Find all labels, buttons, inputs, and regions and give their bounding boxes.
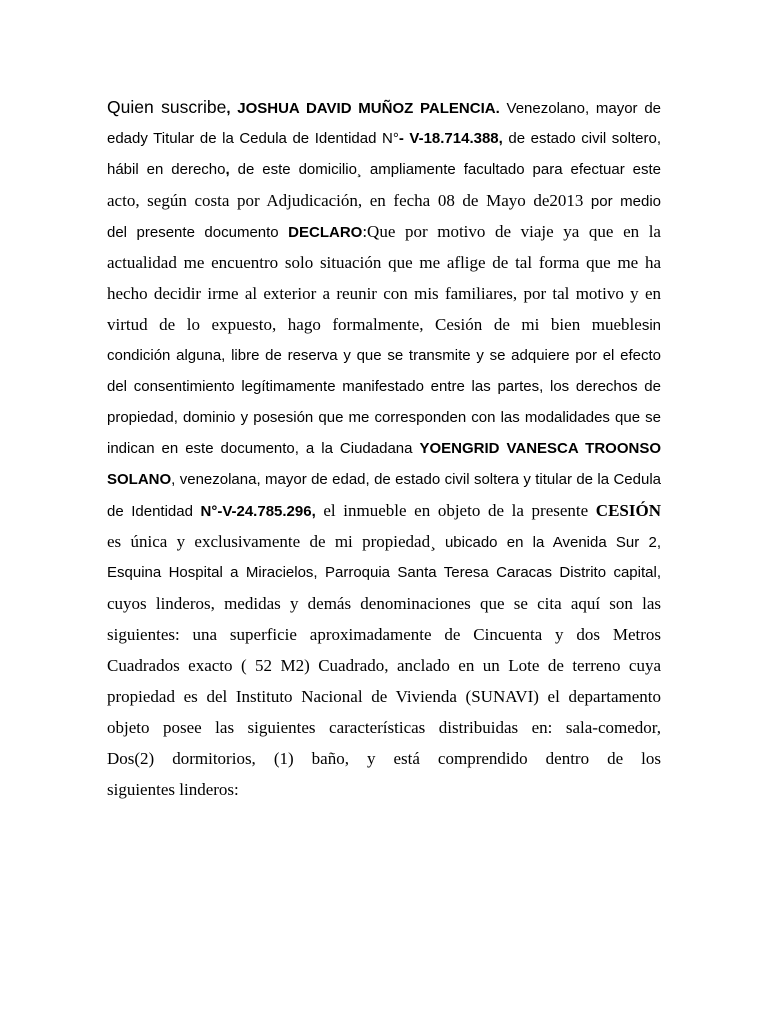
text-line [107, 371, 661, 402]
text-line [107, 588, 661, 619]
text-segment: del consentimiento legítimamente manifestado entre las partes, los derechos de [107, 378, 661, 395]
text-segment: de Identidad [107, 503, 201, 520]
text-segment: , JOSHUA DAVID MUÑOZ PALENCIA. [226, 100, 500, 117]
text-line [107, 681, 661, 712]
text-segment: Esquina Hospital a Miracielos, Parroquia Santa Teresa Caracas Distrito capital, [107, 564, 661, 581]
text-segment: virtud de lo expuesto, hago formalmente, Cesión de mi bien mueble [107, 315, 642, 334]
text-segment: hecho decidir irme al exterior a reunir con mis familiares, por tal motivo y en [107, 284, 661, 303]
text-line [107, 433, 661, 464]
text-segment: siguientes: una superficie aproximadamente de Cincuenta y dos Metros [107, 625, 661, 644]
text-segment: del presente documento [107, 224, 289, 241]
text-segment: actualidad me encuentro solo situación que me aflige de tal forma que me ha [107, 253, 661, 272]
text-line [107, 92, 661, 123]
text-segment: propiedad es del Instituto Nacional de Vivienda (SUNAVI) el departamento [107, 687, 661, 706]
text-segment: YOENGRID VANESCA TROONSO [419, 440, 661, 457]
text-line [107, 309, 661, 340]
text-line [107, 650, 661, 681]
text-segment: sin [641, 317, 661, 334]
text-segment: de este domicilio¸ ampliamente facultado para efectuar este [229, 161, 661, 178]
text-segment: condición alguna, libre de reserva y que se transmite y se adquiere por el efecto [107, 347, 661, 364]
text-segment: , [225, 161, 230, 178]
text-segment: N°-V-24.785.296, [200, 503, 316, 520]
text-segment: acto, según costa por Adjudicación, en fecha 08 de Mayo de2013 [107, 191, 584, 210]
text-segment: Quien suscribe [107, 97, 227, 117]
declaration-text [107, 92, 661, 805]
text-segment: indican en este documento, a la Ciudadana [107, 440, 420, 457]
text-line [107, 464, 661, 495]
text-line [107, 247, 661, 278]
text-segment: :Que por motivo de viaje ya que en la [362, 222, 661, 241]
text-segment: de estado civil soltero, [502, 130, 661, 147]
text-line [107, 123, 661, 154]
text-line [107, 154, 661, 185]
text-segment: por medio [583, 193, 661, 210]
text-line [107, 185, 661, 216]
text-segment: CESIÓN [595, 501, 661, 520]
text-line [107, 557, 661, 588]
text-line [107, 526, 661, 557]
text-segment: , venezolana, mayor de edad, de estado civil soltera y titular de la Cedula [171, 471, 661, 488]
text-segment: Venezolano, mayor de [499, 100, 661, 117]
text-segment: cuyos linderos, medidas y demás denominaciones que se cita aquí son las [107, 594, 661, 613]
text-segment: edady Titular de la Cedula de Identidad N° [107, 130, 399, 147]
text-segment: SOLANO [107, 471, 172, 488]
text-segment: propiedad, dominio y posesión que me corresponden con las modalidades que se [107, 409, 661, 426]
text-segment: DECLARO [288, 224, 363, 241]
text-segment: Dos(2) dormitorios, (1) baño, y está comprendido dentro de los [107, 749, 661, 768]
text-segment: hábil en derecho [107, 161, 226, 178]
text-line [107, 495, 661, 526]
text-segment: es única y exclusivamente de mi propiedad¸ [107, 532, 436, 551]
text-segment: ubicado en la Avenida Sur 2, [435, 534, 661, 551]
text-line [107, 340, 661, 371]
text-line [107, 216, 661, 247]
text-line [107, 743, 661, 774]
text-segment: Cuadrados exacto ( 52 M2) Cuadrado, anclado en un Lote de terreno cuya [107, 656, 661, 675]
text-segment: siguientes linderos: [107, 780, 239, 799]
text-line [107, 774, 661, 805]
text-line [107, 619, 661, 650]
text-segment: objeto posee las siguientes características distribuidas en: sala-comedor, [107, 718, 661, 737]
text-line [107, 402, 661, 433]
text-line [107, 278, 661, 309]
text-line [107, 712, 661, 743]
text-segment: el inmueble en objeto de la presente [315, 501, 596, 520]
text-segment: - V-18.714.388, [398, 130, 503, 147]
